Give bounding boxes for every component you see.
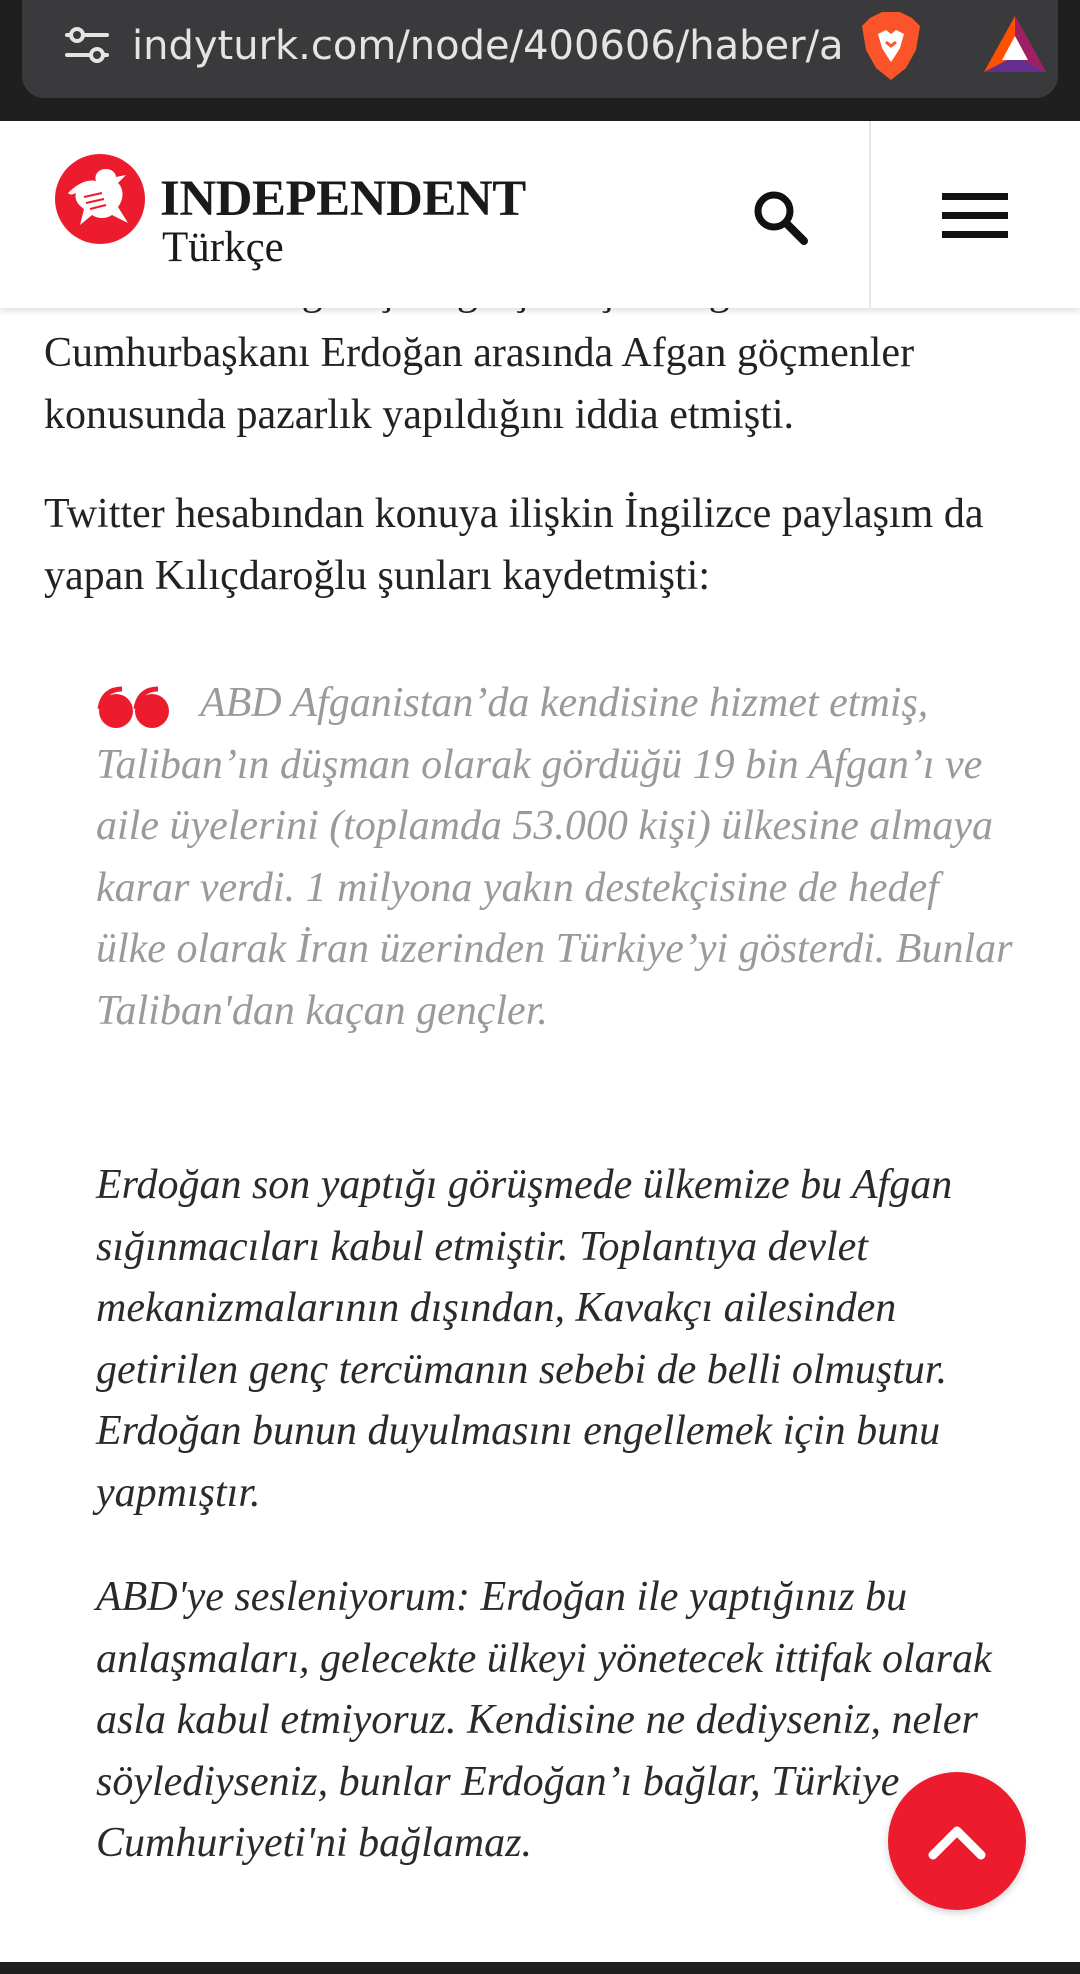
header-divider	[869, 121, 871, 308]
article-paragraph: Cumhurbaşkanı Erdoğan arasında Afgan göçmenler konusunda pazarlık yapıldığını iddia etmişti.	[44, 330, 915, 438]
site-header	[0, 121, 1080, 308]
url-text[interactable]: indyturk.com/node/400606/haber/a	[132, 23, 844, 69]
bottom-bar	[0, 1962, 1080, 1974]
brand-name[interactable]: INDEPENDENT	[160, 171, 526, 227]
hamburger-icon	[940, 191, 1010, 241]
brave-lion-icon[interactable]	[860, 10, 922, 82]
search-icon	[750, 187, 810, 247]
search-button[interactable]	[720, 169, 840, 265]
blockquote	[96, 673, 1016, 1042]
brand-subtitle[interactable]: Türkçe	[162, 224, 284, 271]
eagle-logo-icon[interactable]	[54, 153, 146, 245]
menu-button[interactable]	[920, 181, 1030, 251]
bat-triangle-icon[interactable]	[982, 14, 1048, 76]
quote-paragraph: ABD'ye sesleniyorum: Erdoğan ile yaptığınız bu anlaşmaları, gelecekte ülkeyi yönetecek ittifak olarak asla kabul etmiyoruz. Kendisine ne dediyseniz, neler söylediyseniz, bunlar Erdoğan’ı bağlar, Türkiye Cumhuriyeti'ni bağlamaz.	[96, 1574, 992, 1866]
tune-icon[interactable]	[64, 24, 110, 66]
quote-mark-icon	[96, 685, 172, 733]
browser-toolbar	[0, 0, 1080, 121]
scroll-to-top-button[interactable]	[888, 1772, 1026, 1910]
article-paragraph: Twitter hesabından konuya ilişkin İngilizce paylaşım da yapan Kılıçdaroğlu şunları kaydetmişti:	[44, 491, 984, 599]
address-bar[interactable]	[22, 0, 1058, 98]
quote-text: ABD Afganistan’da kendisine hizmet etmiş, Taliban’ın düşman olarak gördüğü 19 bin Afgan’ı ve aile üyelerini (toplamda 53.000 kişi) ülkesine almaya karar verdi. 1 milyona yakın destekçisine de hedef ülke olarak İran üzerinden Türkiye’yi gösterdi. Bunlar Taliban'dan kaçan gençler.	[96, 680, 1013, 1034]
quote-paragraph: Erdoğan son yaptığı görüşmede ülkemize bu Afgan sığınmacıları kabul etmiştir. Toplantıya devlet mekanizmalarının dışından, Kavakçı ailesinden getirilen genç tercümanın sebebi de belli olmuştur. Erdoğan bunun duyulmasını engellemek için bunu yapmıştır.	[96, 1162, 953, 1516]
chevron-up-icon	[927, 1821, 987, 1861]
